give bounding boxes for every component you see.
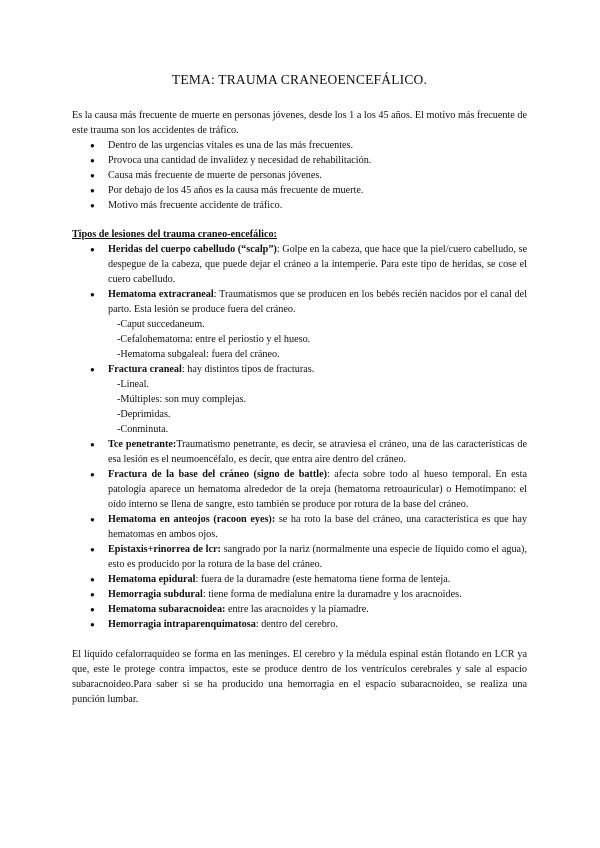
sub-item: -Conminuta.	[117, 424, 169, 435]
lesion-description: : afecta sobre todo al hueso temporal. En esta patología aparece un hematoma alrededor de la oreja (hematoma retroauricular) o Hemotímpano: el oído interno se llena de sangre, esto también se produce por rotura de la base del cráneo.	[108, 469, 527, 510]
lesion-term: Fractura craneal	[108, 364, 182, 375]
lesion-item-scalp	[72, 242, 527, 287]
list-item: ● Provoca una cantidad de invalidez y necesidad de rehabilitación.	[72, 153, 527, 168]
lesion-description: : tiene forma de medialuna entre la duramadre y los aracnoides.	[202, 589, 462, 600]
section-heading: Tipos de lesiones del trauma craneo-encefálico:	[72, 229, 277, 240]
lesion-description: : dentro del cerebro.	[255, 619, 338, 630]
lesion-item-tce-penetrante	[72, 437, 527, 467]
lesion-description: se ha roto la base del cráneo, una característica es que hay hematomas en ambos ojos.	[108, 514, 527, 540]
sub-item: -Lineal.	[117, 379, 149, 390]
lesion-term: Hematoma epidural	[108, 574, 196, 585]
lesion-description: : fuera de la duramadre (este hematoma tiene forma de lenteja.	[195, 574, 451, 585]
lesion-term: Hematoma extracraneal	[108, 289, 214, 300]
lesion-term: Hemorragia intraparenquimatosa	[108, 619, 256, 630]
lesion-item-subaracnoidea	[72, 602, 527, 617]
list-item: ● Causa más frecuente de muerte de personas jóvenes.	[72, 168, 527, 183]
lesion-term: Hematoma en anteojos (racoon eyes):	[108, 514, 276, 525]
lesion-term: Hematoma subaracnoidea:	[108, 604, 226, 615]
lesion-list	[72, 242, 527, 632]
lesion-item-epistaxis	[72, 542, 527, 572]
lesion-item-fractura-craneal	[72, 362, 527, 437]
lesion-term: Hemorragia subdural	[108, 589, 203, 600]
lesion-term: Epistaxis+rinorrea de lcr:	[108, 544, 221, 555]
lesion-item-extracraneal	[72, 287, 527, 362]
lesion-description: : Golpe en la cabeza, que hace que la piel/cuero cabelludo, se despegue de la cabeza, que puede dejar el cráneo a la intemperie. Para este tipo de heridas, se cose el cuero cabelludo.	[108, 244, 527, 285]
document-title: TEMA: TRAUMA CRANEOENCEFÁLICO.	[171, 72, 428, 87]
lesion-item-anteojos	[72, 512, 527, 542]
document-page	[72, 72, 527, 707]
lesion-item-epidural	[72, 572, 527, 587]
sub-item: -Caput succedaneum.	[117, 319, 205, 330]
lesion-description: entre las aracnoides y la piamadre.	[225, 604, 369, 615]
lesion-term: Fractura de la base del cráneo (signo de battle)	[108, 469, 327, 480]
lesion-term: Heridas del cuerpo cabelludo (“scalp”)	[108, 244, 277, 255]
lesion-description: : hay distintos tipos de fracturas.	[181, 364, 315, 375]
list-item: ● Motivo más frecuente accidente de tráfico.	[72, 198, 527, 213]
lesion-description: : Traumatismos que se producen en los bebés recién nacidos por el canal del parto. Esta lesión se produce fuera del cráneo.	[108, 289, 528, 315]
list-item: ● Por debajo de los 45 años es la causa más frecuente de muerte.	[72, 183, 527, 198]
lesion-item-base-craneo	[72, 467, 527, 512]
outro-paragraph: El líquido cefalorraquídeo se forma en las meninges. El cerebro y la médula espinal están flotando en LCR ya que, este le protege contra impactos, este se produce dentro de los ventrículos cerebrales y sale al espacio subaracnoideo.Para saber si se ha producido una hemorragia en el espacio subaracnoideo, se realiza una punción lumbar.	[72, 649, 527, 705]
sub-item: -Hematoma subgaleal: fuera del cráneo.	[117, 349, 280, 360]
sub-item: -Cefalohematoma: entre el periostio y el hueso.	[117, 334, 311, 345]
lesion-item-intraparenquimatosa	[72, 617, 527, 632]
intro-paragraph: Es la causa más frecuente de muerte en personas jóvenes, desde los 1 a los 45 años. El motivo más frecuente de este trauma son los accidentes de tráfico.	[72, 110, 527, 136]
lesion-item-subdural	[72, 587, 527, 602]
intro-bullet-list	[72, 138, 527, 213]
lesion-description: Traumatismo penetrante, es decir, se atraviesa el cráneo, una de las características de esa lesión es el neumoencéfalo, es decir, que entra aire dentro del cráneo.	[108, 439, 527, 465]
lesion-term: Tce penetrante:	[108, 439, 177, 450]
sub-item: -Deprimidas.	[117, 409, 171, 420]
sub-item: -Múltiples: son muy complejas.	[117, 394, 247, 405]
list-item: ● Dentro de las urgencias vitales es una de las más frecuentes.	[72, 138, 527, 153]
lesion-description: sangrado por la nariz (normalmente una especie de líquido como el agua), esto es producido por la rotura de la base del cráneo.	[108, 544, 527, 570]
